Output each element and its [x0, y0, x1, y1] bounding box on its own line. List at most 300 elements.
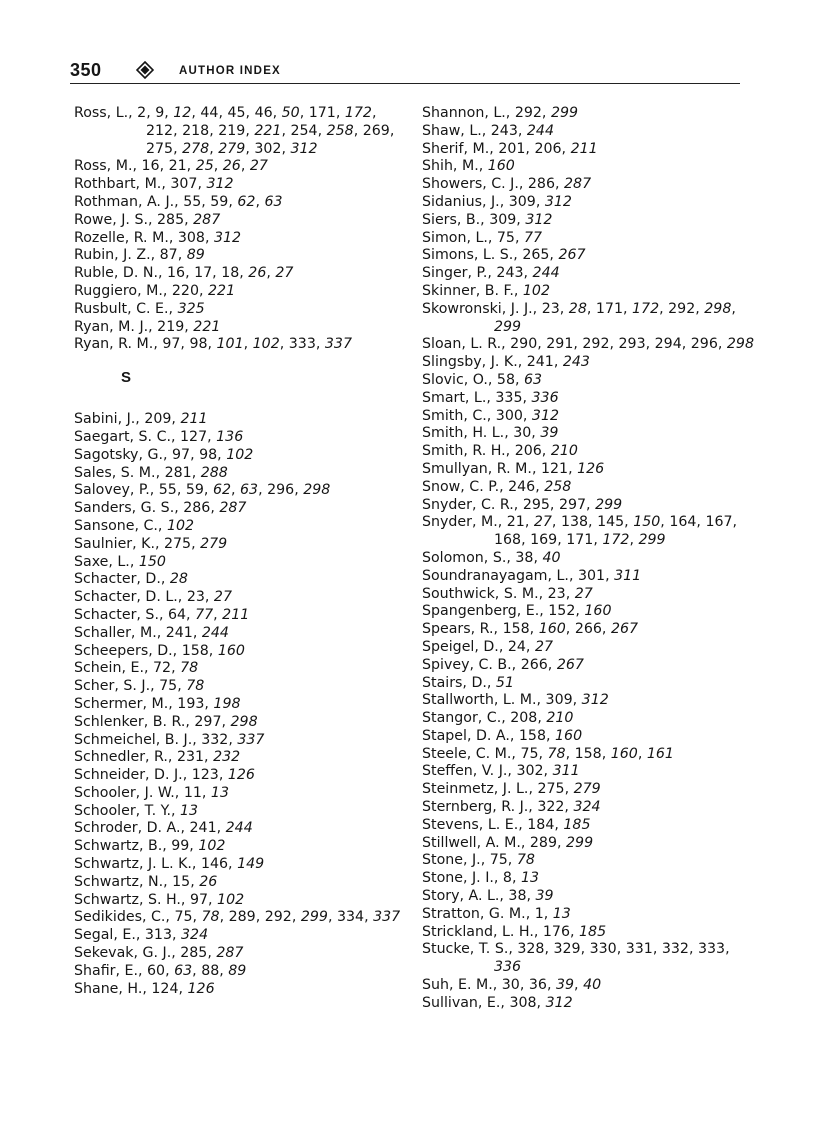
page-ref: 254: [290, 122, 318, 139]
author-name: Stone, J.: [422, 852, 481, 869]
index-entry: Steele, C. M., 75, 78, 158, 160, 161: [422, 745, 674, 762]
page-ref-italic: 299: [595, 496, 623, 513]
page-ref-italic: 185: [563, 816, 591, 833]
author-name: Ruggiero, M.: [74, 282, 163, 299]
author-name: Shih, M.: [422, 158, 479, 175]
page-ref-italic: 78: [547, 745, 566, 762]
author-name: Sanders, G. S.: [74, 500, 175, 517]
page-ref-italic: 312: [581, 692, 609, 709]
index-entry: Shane, H., 124, 126: [74, 980, 215, 997]
author-name: Ross, L.: [74, 105, 129, 121]
page-ref: 11: [183, 784, 202, 801]
index-entry: Spivey, C. B., 266, 267: [422, 656, 584, 673]
page-ref-italic: 102: [522, 282, 550, 299]
page-ref: 97: [162, 336, 181, 353]
page-ref: 193: [177, 695, 205, 712]
author-name: Schwartz, B.: [74, 838, 163, 855]
page-ref-italic: 28: [169, 571, 188, 588]
page-ref-italic: 244: [201, 624, 229, 641]
index-entry: Sagotsky, G., 97, 98, 102: [74, 446, 254, 463]
page-ref: 208: [510, 710, 538, 727]
author-name: Shannon, L.: [422, 105, 506, 121]
index-entry: Showers, C. J., 286, 287: [422, 176, 592, 193]
index-entry: Schein, E., 72, 78: [74, 660, 199, 677]
author-name: Siers, B.: [422, 211, 481, 228]
page-ref: 243: [490, 122, 518, 139]
index-entry: Sidanius, J., 309, 312: [422, 193, 572, 210]
page-ref: 121: [540, 460, 569, 477]
page-ref: 152: [548, 603, 576, 620]
page-ref-italic: 210: [550, 443, 578, 460]
author-name: Stairs, D.: [422, 674, 487, 691]
author-name: Saulnier, K.: [74, 535, 155, 552]
page-ref-italic: 12: [173, 105, 192, 121]
page-ref: 286: [183, 500, 211, 517]
page-ref-italic: 27: [534, 638, 553, 655]
page-ref-italic: 267: [610, 621, 639, 638]
page-ref-italic: 89: [186, 247, 205, 264]
index-entry: Smart, L., 335, 336: [422, 389, 559, 406]
page-ref-italic: 78: [516, 852, 535, 869]
index-entry: Speigel, D., 24, 27: [422, 638, 553, 655]
page-ref: 184: [527, 816, 555, 833]
page-ref: 87: [159, 247, 178, 264]
page-ref: 329: [553, 941, 581, 958]
page-ref-italic: 27: [213, 589, 232, 606]
page-ref: 308: [177, 229, 205, 246]
author-name: Schacter, D.: [74, 571, 161, 588]
page-ref-italic: 232: [213, 749, 241, 766]
author-name: Schlenker, B. R.: [74, 713, 186, 730]
index-entry: Snyder, C. R., 295, 297, 299: [422, 496, 623, 513]
page-ref: 290: [510, 336, 538, 353]
author-name: Schneider, D. J.: [74, 767, 183, 784]
page-ref: 212: [146, 122, 174, 139]
page-ref: 333: [288, 336, 316, 353]
page-ref: 307: [170, 176, 198, 193]
page-ref: 44: [200, 105, 219, 121]
page-ref: 9: [155, 105, 165, 121]
page-ref: 275: [146, 140, 174, 157]
author-name: Schacter, S.: [74, 606, 159, 623]
page-ref: 158: [181, 642, 209, 659]
page-ref: 302: [516, 763, 544, 780]
author-name: Stratton, G. M.: [422, 905, 526, 922]
page-ref: 98: [189, 336, 208, 353]
author-name: Snow, C. P.: [422, 478, 500, 495]
page-ref: 293: [618, 336, 646, 353]
page-ref: 219: [157, 318, 185, 335]
page-ref: 158: [574, 745, 602, 762]
page-ref-italic: 102: [252, 336, 280, 353]
index-entry: Sabini, J., 209, 211: [74, 411, 208, 428]
index-entry: Sloan, L. R., 290, 291, 292, 293, 294, 296, 298: [422, 336, 754, 353]
index-entry: Stone, J., 75, 78: [422, 852, 535, 869]
page-ref-italic: 27: [533, 514, 552, 531]
index-entry: Schwartz, B., 99, 102: [74, 838, 226, 855]
page-ref: 206: [514, 443, 542, 460]
index-entry: Stangor, C., 208, 210: [422, 710, 574, 727]
page-ref: 297: [194, 713, 222, 730]
page-ref: 218: [182, 122, 210, 139]
page-ref-italic: 210: [546, 710, 574, 727]
page-ref: 16: [141, 158, 160, 175]
page-ref-italic: 126: [227, 767, 255, 784]
page-ref-italic: 51: [495, 674, 514, 691]
author-name: Schooler, T. Y.: [74, 802, 171, 819]
page-ref-italic: 150: [138, 553, 166, 570]
index-entry: Rothbart, M., 307, 312: [74, 176, 234, 193]
page-ref: 38: [515, 549, 534, 566]
index-entry: Saulnier, K., 275, 279: [74, 535, 228, 552]
page-ref-italic: 102: [166, 517, 195, 534]
index-entry: Saxe, L., 150: [74, 553, 166, 570]
page-ref-italic: 211: [222, 606, 250, 623]
author-name: Sekevak, G. J.: [74, 945, 172, 962]
page-ref-italic: 244: [532, 265, 560, 282]
author-name: Scheepers, D.: [74, 642, 173, 659]
page-ref-italic: 77: [195, 606, 214, 623]
page-ref: 246: [508, 478, 536, 495]
index-entry: Ryan, R. M., 97, 98, 101, 102, 333, 337: [74, 336, 352, 353]
page-ref: 309: [508, 193, 536, 210]
page-ref-italic: 258: [326, 122, 354, 139]
author-name: Suh, E. M.: [422, 977, 493, 994]
page-ref-italic: 27: [249, 158, 268, 175]
page-ref-italic: 312: [531, 407, 560, 424]
page-ref-italic: 337: [324, 336, 352, 353]
page-ref-italic: 298: [230, 713, 258, 730]
author-name: Saegart, S. C.: [74, 428, 171, 445]
page-ref: 201: [498, 140, 526, 157]
page-ref-italic: 185: [579, 923, 607, 940]
index-entry: Schooler, T. Y., 13: [74, 802, 199, 819]
author-name: Rothman, A. J.: [74, 193, 175, 210]
page-ref-italic: 161: [646, 745, 674, 762]
page-ref: 309: [545, 692, 573, 709]
page-ref-italic: 13: [520, 870, 540, 887]
page-ref: 275: [164, 535, 192, 552]
index-entry: Skowronski, J. J., 23, 28, 171, 172, 292, 298, 299: [422, 300, 736, 335]
page-ref-italic: 160: [555, 727, 583, 744]
author-name: Snyder, M.: [422, 514, 498, 531]
author-name: Southwick, S. M.: [422, 585, 539, 602]
page-ref: 30: [513, 425, 532, 442]
author-name: Soundranayagam, L.: [422, 567, 569, 584]
page-ref: 127: [180, 428, 208, 445]
author-name: Sabini, J.: [74, 411, 136, 428]
author-name: Singer, P.: [422, 265, 488, 282]
index-entry: Rothman, A. J., 55, 59, 62, 63: [74, 193, 283, 210]
page-ref: 8: [502, 870, 512, 887]
author-name: Strickland, L. H.: [422, 923, 534, 940]
index-entry: Shih, M., 160: [422, 158, 515, 175]
page-ref-italic: 312: [206, 176, 234, 193]
index-entry: Schacter, D. L., 23, 27: [74, 589, 232, 606]
author-name: Steffen, V. J.: [422, 763, 508, 780]
page-ref: 60: [147, 962, 166, 979]
page-ref: 24: [507, 638, 526, 655]
page-ref: 309: [489, 211, 517, 228]
index-entry: Sherif, M., 201, 206, 211: [422, 140, 598, 157]
page-ref-italic: 287: [193, 211, 221, 228]
running-header-title: AUTHOR INDEX: [179, 65, 281, 77]
page-ref: 322: [537, 799, 565, 816]
index-entry: Schneider, D. J., 123, 126: [74, 767, 255, 784]
index-entry: Stallworth, L. M., 309, 312: [422, 692, 609, 709]
page-ref: 64: [167, 606, 187, 623]
page-ref-italic: 299: [550, 105, 579, 121]
index-entry: Spangenberg, E., 152, 160: [422, 603, 612, 620]
page-ref-italic: 336: [494, 959, 522, 976]
page-ref-italic: 13: [210, 784, 229, 801]
page-ref-italic: 312: [214, 229, 242, 246]
index-entry: Suh, E. M., 30, 36, 39, 40: [422, 977, 602, 994]
page-ref-italic: 62: [212, 482, 231, 499]
page-ref: 124: [151, 980, 179, 997]
page-ref-italic: 336: [531, 389, 559, 406]
page-ref-italic: 39: [535, 888, 554, 905]
page-ref: 332: [661, 941, 689, 958]
page-ref: 265: [522, 247, 550, 264]
page-ref-italic: 337: [237, 731, 265, 748]
author-name: Solomon, S.: [422, 549, 507, 566]
index-entry: Scheepers, D., 158, 160: [74, 642, 245, 659]
index-entry: Smullyan, R. M., 121, 126: [422, 460, 605, 477]
index-entry: Sansone, C., 102: [74, 517, 195, 534]
page-ref-italic: 13: [180, 802, 199, 819]
page-ref: 45: [227, 105, 246, 121]
author-name: Schmeichel, B. J.: [74, 731, 193, 748]
page-ref: 17: [194, 265, 213, 282]
page-ref: 72: [153, 660, 172, 677]
page-ref: 138: [560, 514, 589, 531]
index-entry: Soundranayagam, L., 301, 311: [422, 567, 642, 584]
page-ref-italic: 26: [222, 158, 241, 175]
index-entry: Schacter, D., 28: [74, 571, 188, 588]
page-ref: 231: [176, 749, 205, 766]
page-ref: 266: [520, 656, 548, 673]
page-ref: 241: [189, 820, 217, 837]
index-entry: Schacter, S., 64, 77, 211: [74, 606, 250, 623]
index-entry: Simon, L., 75, 77: [422, 229, 543, 246]
author-name: Slovic, O.: [422, 371, 488, 388]
page-ref: 18: [221, 265, 240, 282]
index-entry: Schnedler, R., 231, 232: [74, 749, 241, 766]
page-ref-italic: 267: [558, 247, 586, 264]
page-ref: 300: [495, 407, 523, 424]
index-entry: Ryan, M. J., 219, 221: [74, 318, 221, 335]
page-ref: 23: [186, 589, 205, 606]
page-ref-italic: 172: [344, 105, 372, 121]
page-ref: 334: [337, 909, 365, 926]
index-entry: Siers, B., 309, 312: [422, 211, 553, 228]
page-ref-italic: 172: [632, 300, 660, 317]
author-name: Shafir, E.: [74, 962, 138, 979]
page-ref: 36: [528, 977, 547, 994]
index-entry: Slingsby, J. K., 241, 243: [422, 354, 590, 371]
page-ref: 97: [172, 446, 191, 463]
author-name: Smith, H. L.: [422, 425, 505, 442]
page-ref-italic: 126: [187, 980, 215, 997]
page-ref-italic: 221: [254, 122, 282, 139]
index-entry: Steinmetz, J. L., 275, 279: [422, 781, 601, 798]
page-ref: 171: [595, 300, 623, 317]
page-ref: 171: [566, 532, 594, 549]
index-entry: Salovey, P., 55, 59, 62, 63, 296, 298: [74, 482, 331, 499]
page-ref: 168: [494, 532, 522, 549]
author-name: Rowe, J. S.: [74, 211, 148, 228]
page-ref: 59: [185, 482, 204, 499]
page-ref: 98: [199, 446, 218, 463]
index-entry: Rozelle, R. M., 308, 312: [74, 229, 242, 246]
index-entry: Rubin, J. Z., 87, 89: [74, 247, 205, 264]
page-ref: 46: [254, 105, 273, 121]
page-ref-italic: 287: [564, 176, 592, 193]
page-ref: 295: [522, 496, 550, 513]
page-ref-italic: 337: [373, 909, 401, 926]
page-ref: 285: [180, 945, 208, 962]
page-ref: 55: [183, 193, 202, 210]
author-name: Salovey, P.: [74, 482, 150, 499]
page-ref-italic: 63: [264, 193, 283, 210]
page-ref: 243: [496, 265, 524, 282]
page-ref-italic: 211: [570, 140, 598, 157]
page-ref-italic: 150: [633, 514, 661, 531]
page-ref-italic: 325: [177, 300, 205, 317]
author-name: Sedikides, C.: [74, 909, 166, 926]
page-ref-italic: 244: [526, 122, 554, 139]
page-ref: 21: [168, 158, 187, 175]
page-ref: 16: [167, 265, 186, 282]
author-name: Sloan, L. R.: [422, 336, 502, 353]
page-ref-italic: 160: [217, 642, 245, 659]
index-entry: Ross, L., 2, 9, 12, 44, 45, 46, 50, 171, 172, 212, 218, 219, 221, 254, 258, 269, 275, 278, 279, 302, 312: [74, 105, 395, 157]
page-ref: 75: [496, 229, 515, 246]
author-name: Smart, L.: [422, 389, 487, 406]
page-ref-italic: 279: [573, 781, 601, 798]
index-entry: Stratton, G. M., 1, 13: [422, 905, 571, 922]
index-entry: Scher, S. J., 75, 78: [74, 678, 205, 695]
left-column: [74, 105, 412, 998]
author-name: Sansone, C.: [74, 517, 158, 534]
page-ref: 328: [517, 941, 545, 958]
page-ref-italic: 89: [228, 962, 247, 979]
page-ref-italic: 62: [237, 193, 256, 210]
page-ref: 158: [502, 621, 530, 638]
page-ref-italic: 77: [524, 229, 543, 246]
page-ref-italic: 324: [181, 927, 209, 944]
author-name: Stevens, L. E.: [422, 816, 519, 833]
index-entry: Schooler, J. W., 11, 13: [74, 784, 229, 801]
index-entries-s-right: [422, 105, 757, 1013]
index-entry: Snow, C. P., 246, 258: [422, 478, 572, 495]
index-entry: Sedikides, C., 75, 78, 289, 292, 299, 334, 337: [74, 909, 401, 926]
author-name: Schwartz, S. H.: [74, 891, 181, 908]
page-ref: 176: [542, 923, 570, 940]
author-name: Sullivan, E.: [422, 994, 501, 1011]
page-ref: 15: [172, 873, 191, 890]
author-name: Sales, S. M.: [74, 464, 156, 481]
page-ref-italic: 258: [544, 478, 572, 495]
author-name: Sidanius, J.: [422, 193, 500, 210]
page-ref: 281: [164, 464, 192, 481]
page-ref: 294: [654, 336, 682, 353]
author-name: Sternberg, R. J.: [422, 799, 529, 816]
page-ref: 269: [362, 122, 390, 139]
page-ref-italic: 172: [602, 532, 630, 549]
author-name: Skinner, B. F.: [422, 282, 514, 299]
page-ref-italic: 149: [237, 856, 265, 873]
page-ref-italic: 136: [216, 428, 244, 445]
page-ref: 219: [218, 122, 246, 139]
author-name: Spears, R.: [422, 621, 494, 638]
index-entry: Singer, P., 243, 244: [422, 265, 560, 282]
page-ref-italic: 299: [300, 909, 328, 926]
page-ref-italic: 13: [552, 905, 571, 922]
author-name: Rothbart, M.: [74, 176, 162, 193]
page-ref-italic: 279: [200, 535, 228, 552]
page-ref-italic: 312: [544, 193, 572, 210]
index-entry: Snyder, M., 21, 27, 138, 145, 150, 164, 167, 168, 169, 171, 172, 299: [422, 514, 738, 549]
page-ref: 59: [210, 193, 229, 210]
author-name: Shaw, L.: [422, 122, 482, 139]
page-ref-italic: 26: [248, 265, 267, 282]
index-entry: Steffen, V. J., 302, 311: [422, 763, 580, 780]
author-name: Saxe, L.: [74, 553, 130, 570]
page-ref: 58: [496, 371, 515, 388]
page-ref-italic: 298: [704, 300, 732, 317]
page-ref-italic: 78: [186, 678, 205, 695]
page-ref-italic: 63: [524, 371, 543, 388]
author-name: Ryan, M. J.: [74, 318, 149, 335]
page-ref-italic: 211: [180, 411, 208, 428]
page-ref-italic: 25: [195, 158, 214, 175]
index-entry: Ross, M., 16, 21, 25, 26, 27: [74, 158, 268, 175]
page-ref-italic: 298: [726, 336, 754, 353]
page-ref-italic: 299: [638, 532, 666, 549]
index-entry: Schwartz, J. L. K., 146, 149: [74, 856, 265, 873]
page-ref: 171: [308, 105, 336, 121]
author-name: Schwartz, J. L. K.: [74, 856, 192, 873]
author-name: Stone, J. I.: [422, 870, 494, 887]
author-name: Spangenberg, E.: [422, 603, 540, 620]
page-ref: 308: [509, 994, 537, 1011]
author-name: Slingsby, J. K.: [422, 354, 518, 371]
page-ref: 23: [547, 585, 566, 602]
page-ref: 292: [582, 336, 610, 353]
page-ref: 331: [625, 941, 653, 958]
index-entry: Story, A. L., 38, 39: [422, 888, 554, 905]
author-name: Speigel, D.: [422, 638, 499, 655]
author-name: Smith, R. H.: [422, 443, 506, 460]
page-ref: 75: [174, 909, 193, 926]
index-entry: Shafir, E., 60, 63, 88, 89: [74, 962, 247, 979]
page-ref: 123: [191, 767, 219, 784]
page-ref-italic: 40: [542, 549, 561, 566]
index-entry: Schermer, M., 193, 198: [74, 695, 241, 712]
page-ref-italic: 243: [562, 354, 590, 371]
page-ref: 23: [541, 300, 560, 317]
running-header: [70, 60, 740, 82]
index-entry: Schaller, M., 241, 244: [74, 624, 229, 641]
page-ref: 296: [690, 336, 718, 353]
page-ref-italic: 324: [573, 799, 601, 816]
index-entry: Sanders, G. S., 286, 287: [74, 500, 247, 517]
page-ref-italic: 102: [226, 446, 254, 463]
author-name: Shane, H.: [74, 980, 143, 997]
index-entry: Simons, L. S., 265, 267: [422, 247, 586, 264]
